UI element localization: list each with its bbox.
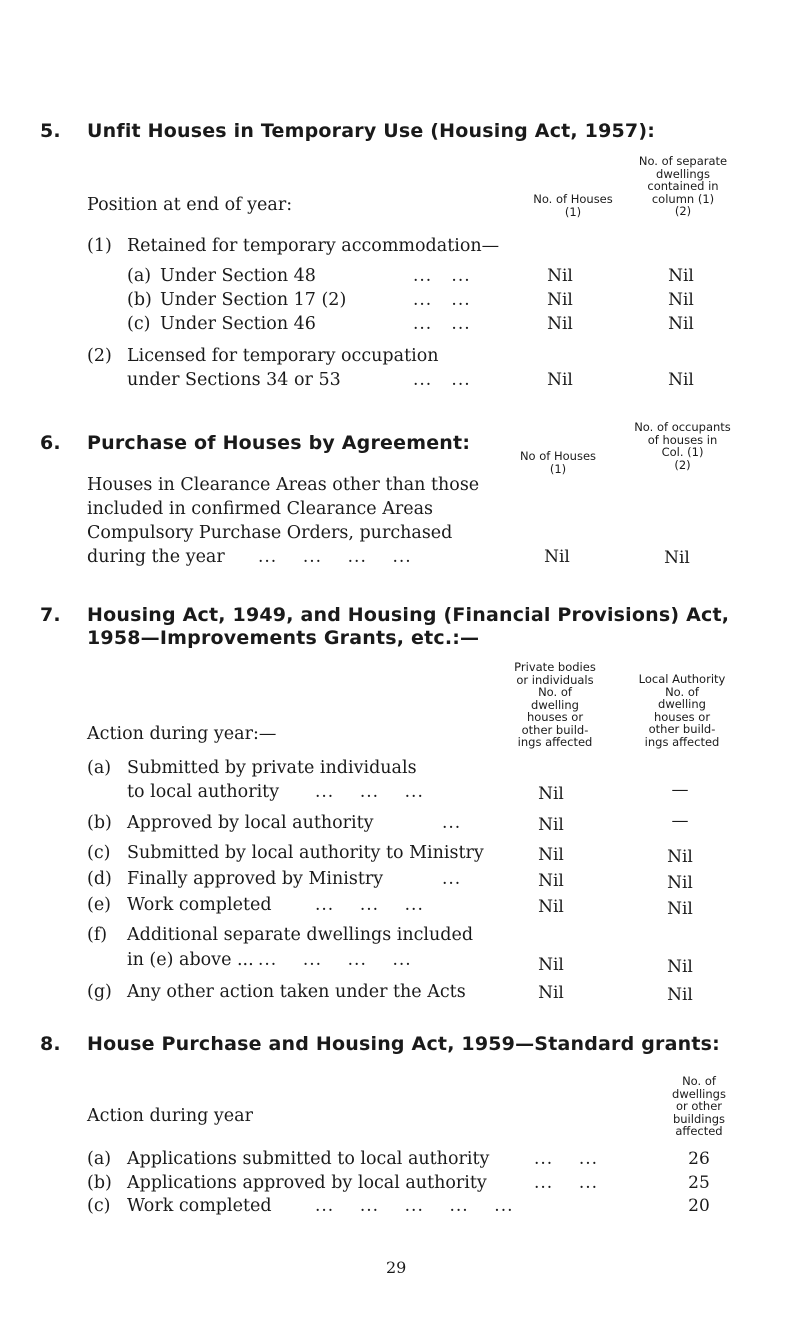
value-col2: Nil [667,985,693,1005]
row-text: Finally approved by Ministry [127,869,384,889]
row-text: Approved by local authority [127,813,374,833]
value: 26 [688,1149,710,1169]
s6-text-line: during the year [87,547,225,567]
s6-col1-header: No of Houses (1) [519,449,597,476]
section-7-title-line1: Housing Act, 1949, and Housing (Financial Provisions) Act, [87,604,730,626]
value: 25 [688,1173,710,1193]
row-label: (a) [87,758,112,778]
value-col2: Nil [667,899,693,919]
s7-action-label: Action during year:— [87,724,277,744]
leader-dots: ... ... ... ... [258,950,412,970]
leader-dots: ... ... [534,1149,599,1169]
row-label: (f) [87,925,108,945]
value-col2: Nil [668,290,694,310]
s5-group1-label: (1) [87,236,112,256]
value-col1: Nil [538,955,564,975]
row-label: (c) [87,1196,111,1216]
row-text-2: in (e) above ... [127,950,254,970]
value-col2: Nil [667,873,693,893]
value-col1: Nil [538,845,564,865]
s5-group2-value-col1: Nil [547,370,573,390]
s6-text-line: Compulsory Purchase Orders, purchased [87,523,453,543]
row-text: Under Section 17 (2) [160,290,347,310]
section-7-number: 7. [40,604,61,626]
s5-group2-line2: under Sections 34 or 53 [127,370,341,390]
s7-col1-header: Private bodies or individuals No. of dwelling houses or other build- ings affected [514,660,596,749]
leader-dots: ... ... ... [315,782,424,802]
s8-action-label: Action during year [87,1106,253,1126]
row-label: (g) [87,982,112,1002]
value-col2: Nil [667,957,693,977]
row-label: (b) [87,813,112,833]
row-label: (a) [127,266,152,286]
row-label: (e) [87,895,112,915]
row-text: Work completed [127,895,272,915]
leader-dots: ... ... [413,314,471,334]
value-col1: Nil [538,784,564,804]
leader-dots: ... ... [534,1173,599,1193]
row-text: Work completed [127,1196,272,1216]
value-col1: Nil [547,314,573,334]
row-text: Any other action taken under the Acts [127,982,466,1002]
s5-group2-line1: Licensed for temporary occupation [127,346,439,366]
s5-group1-text: Retained for temporary accommodation— [127,236,500,256]
row-label: (b) [127,290,152,310]
value-col1: Nil [538,897,564,917]
row-label: (c) [127,314,151,334]
row-text: Applications submitted to local authority [127,1149,490,1169]
s5-position-label: Position at end of year: [87,195,293,215]
section-8-number: 8. [40,1033,61,1055]
value-col2: Nil [668,314,694,334]
s6-text-line: Houses in Clearance Areas other than those [87,475,480,495]
leader-dots: ... ... ... [315,895,424,915]
row-label: (b) [87,1173,112,1193]
section-6-number: 6. [40,432,61,454]
s5-col1-header: No. of Houses (1) [533,192,613,219]
s5-col2-header: No. of separate dwellings contained in column (1) (2) [638,154,728,218]
row-text: Applications approved by local authority [127,1173,487,1193]
value-col2: — [671,780,689,800]
value-col1: Nil [538,983,564,1003]
s7-col2-header: Local Authority No. of dwelling houses or other build- ings affected [638,672,726,749]
row-text: Under Section 46 [160,314,316,334]
value-col2: — [671,811,689,831]
section-8-title: House Purchase and Housing Act, 1959—Standard grants: [87,1033,720,1055]
s6-col2-header: No. of occupants of houses in Col. (1) (2) [634,420,731,472]
value-col1: Nil [538,815,564,835]
section-5-title: Unfit Houses in Temporary Use (Housing Act, 1957): [87,120,656,142]
section-6-title: Purchase of Houses by Agreement: [87,432,471,454]
row-label: (d) [87,869,112,889]
leader-dots: ... ... [413,266,471,286]
value-col2: Nil [668,266,694,286]
leader-dots: ... ... [413,370,471,390]
row-text: Submitted by private individuals [127,758,417,778]
s5-group2-label: (2) [87,346,112,366]
row-text-2: to local authority [127,782,280,802]
leader-dots: ... [442,813,462,833]
page-number: 29 [386,1258,407,1277]
leader-dots: ... [442,869,462,889]
s6-value-col2: Nil [664,548,690,568]
leader-dots: ... ... [413,290,471,310]
value-col1: Nil [547,290,573,310]
leader-dots: ... ... ... ... ... [315,1196,514,1216]
row-label: (a) [87,1149,112,1169]
value-col1: Nil [538,871,564,891]
value-col1: Nil [547,266,573,286]
leader-dots: ... ... ... ... [258,547,412,567]
section-5-number: 5. [40,120,61,142]
value-col2: Nil [667,847,693,867]
row-label: (c) [87,843,111,863]
row-text: Under Section 48 [160,266,316,286]
s6-text-line: included in confirmed Clearance Areas [87,499,433,519]
section-7-title-line2: 1958—Improvements Grants, etc.:— [87,627,480,649]
s8-col-header: No. of dwellings or other buildings affected [672,1074,726,1138]
row-text: Submitted by local authority to Ministry [127,843,484,863]
s6-value-col1: Nil [544,547,570,567]
s5-group2-value-col2: Nil [668,370,694,390]
row-text: Additional separate dwellings included [127,925,474,945]
value: 20 [688,1196,710,1216]
